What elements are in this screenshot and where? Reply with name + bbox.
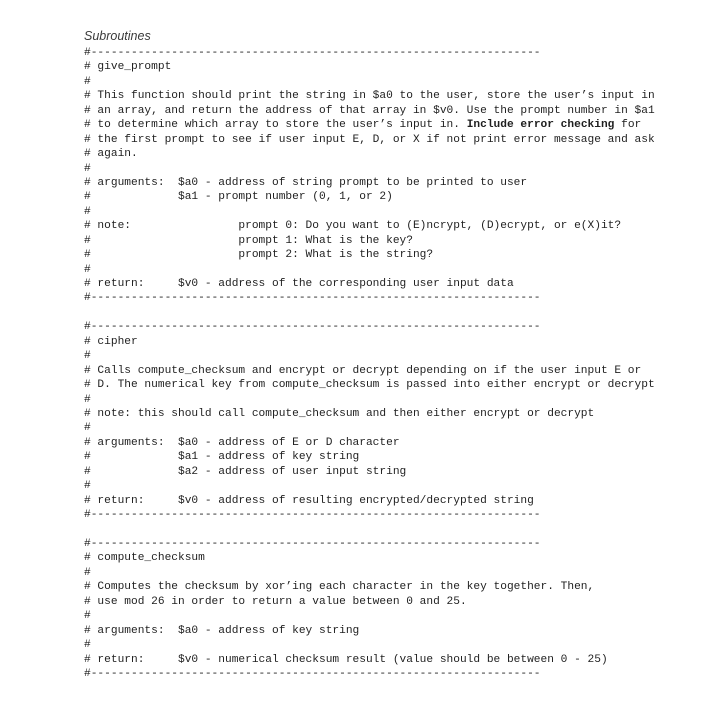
code-comment-line: # $a1 - prompt number (0, 1, or 2): [84, 191, 393, 204]
code-comment-line: #: [84, 162, 91, 175]
code-comment-line: # return: $v0 - numerical checksum result (value should be between 0 - 25): [84, 653, 608, 666]
subroutine-block-cipher: [84, 320, 704, 522]
code-comment-line: #: [84, 610, 91, 623]
code-comment-line: #-------------------------------------------------------------------: [84, 292, 541, 305]
code-comment-line: # Calls compute_checksum and encrypt or decrypt depending on if the user input E or: [84, 364, 642, 377]
code-comment-line: # prompt 1: What is the key?: [84, 234, 413, 247]
code-comment-line: #: [84, 480, 91, 493]
code-comment-line: #: [84, 393, 91, 406]
code-comment-line: #: [84, 263, 91, 276]
code-comment-line: #: [84, 205, 91, 218]
code-comment-line: # $a2 - address of user input string: [84, 465, 407, 478]
code-comment-line: # the first prompt to see if user input E, D, or X if not print error message and ask: [84, 133, 655, 146]
code-comment-line: #: [84, 422, 91, 435]
code-comment-line: # again.: [84, 148, 138, 161]
code-comment-line: #: [84, 75, 91, 88]
subroutine-block-give-prompt: [84, 46, 704, 306]
code-comment-line: # D. The numerical key from compute_checksum is passed into either encrypt or decrypt: [84, 379, 655, 392]
code-comment-line: # compute_checksum: [84, 552, 205, 565]
code-comment-line: #: [84, 350, 91, 363]
subroutine-list: [84, 46, 704, 681]
code-comment-line: #-------------------------------------------------------------------: [84, 509, 541, 522]
document-page: [84, 26, 704, 681]
code-comment-line: # return: $v0 - address of the corresponding user input data: [84, 278, 514, 290]
bold-emphasis: Include error checking: [466, 119, 615, 132]
code-comment-line: # to determine which array to store the user’s input in. Include error checking for: [84, 119, 642, 132]
code-comment-line: # note: prompt 0: Do you want to (E)ncrypt, (D)ecrypt, or e(X)it?: [84, 220, 622, 233]
code-comment-line: # cipher: [84, 335, 138, 348]
section-heading: Subroutines: [84, 29, 151, 43]
code-comment-line: #-------------------------------------------------------------------: [84, 538, 541, 550]
code-comment-line: # give_prompt: [84, 61, 172, 74]
code-comment-line: # return: $v0 - address of resulting encrypted/decrypted string: [84, 494, 534, 507]
code-comment-line: # arguments: $a0 - address of string prompt to be printed to user: [84, 176, 528, 189]
code-comment-line: # Computes the checksum by xor’ing each character in the key together. Then,: [84, 581, 595, 594]
code-comment-line: # $a1 - address of key string: [84, 451, 360, 464]
code-comment-line: # arguments: $a0 - address of key string: [84, 624, 360, 637]
code-comment-line: # an array, and return the address of that array in $v0. Use the prompt number in $a1: [84, 104, 655, 117]
code-comment-line: #-------------------------------------------------------------------: [84, 47, 541, 59]
code-comment-line: # note: this should call compute_checksum and then either encrypt or decrypt: [84, 408, 595, 420]
code-comment-line: #: [84, 566, 91, 579]
code-comment-line: #-------------------------------------------------------------------: [84, 667, 541, 680]
code-comment-line: # arguments: $a0 - address of E or D character: [84, 436, 400, 449]
code-comment-line: # use mod 26 in order to return a value between 0 and 25.: [84, 595, 467, 608]
code-comment-line: #: [84, 639, 91, 652]
code-comment-line: #-------------------------------------------------------------------: [84, 321, 541, 334]
code-comment-line: # prompt 2: What is the string?: [84, 249, 434, 262]
code-comment-line: # This function should print the string in $a0 to the user, store the user’s input in: [84, 90, 655, 103]
subroutine-block-compute-checksum: [84, 537, 704, 681]
